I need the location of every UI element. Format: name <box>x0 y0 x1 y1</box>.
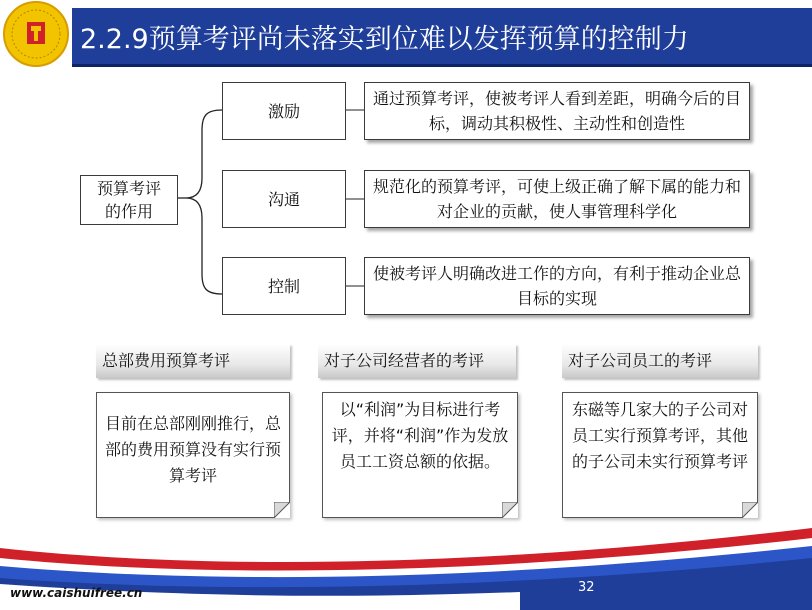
role-desc: 使被考评人明确改进工作的方向，有利于推动企业总目标的实现 <box>373 264 742 308</box>
page-fold-icon <box>742 502 758 518</box>
role-label: 控制 <box>267 276 300 296</box>
role-incentive <box>222 82 346 140</box>
case-text: 以“利润”为目标进行考评，并将“利润”作为发放员工工资总额的依据。 <box>331 400 509 471</box>
page-number: 32 <box>578 580 595 595</box>
case-note-sub-staff <box>562 392 758 518</box>
role-desc: 规范化的预算考评，可使上级正确了解下属的能力和对企业的贡献，使人事管理科学化 <box>373 177 742 221</box>
footer-url: www.caishuifree.cn <box>10 586 143 600</box>
page-fold-icon <box>502 502 518 518</box>
root-node <box>80 175 178 225</box>
case-note-sub-managers <box>322 392 518 518</box>
root-label: 预算考评 的作用 <box>96 179 161 221</box>
case-note-hq <box>96 392 290 518</box>
case-text: 东磁等几家大的子公司对员工实行预算考评，其他的子公司未实行预算考评 <box>571 400 748 471</box>
slide-title: 2.2.9预算考评尚未落实到位难以发挥预算的控制力 <box>80 24 689 55</box>
role-communication <box>222 170 346 228</box>
role-desc-control <box>364 257 750 315</box>
page-fold-icon <box>274 502 290 518</box>
case-text: 目前在总部刚刚推行，总部的费用预算没有实行预算考评 <box>104 414 281 485</box>
role-control <box>222 257 346 315</box>
case-header-sub-managers: 对子公司经营者的考评 <box>318 344 516 378</box>
case-header-sub-staff: 对子公司员工的考评 <box>562 344 758 378</box>
case-header-hq: 总部费用预算考评 <box>96 344 290 378</box>
role-label: 激励 <box>267 101 300 121</box>
role-desc: 通过预算考评，使被考评人看到差距，明确今后的目标，调动其积极性、主动性和创造性 <box>373 89 742 133</box>
role-desc-communication <box>364 170 750 228</box>
role-desc-incentive <box>364 82 750 140</box>
role-label: 沟通 <box>267 189 300 209</box>
